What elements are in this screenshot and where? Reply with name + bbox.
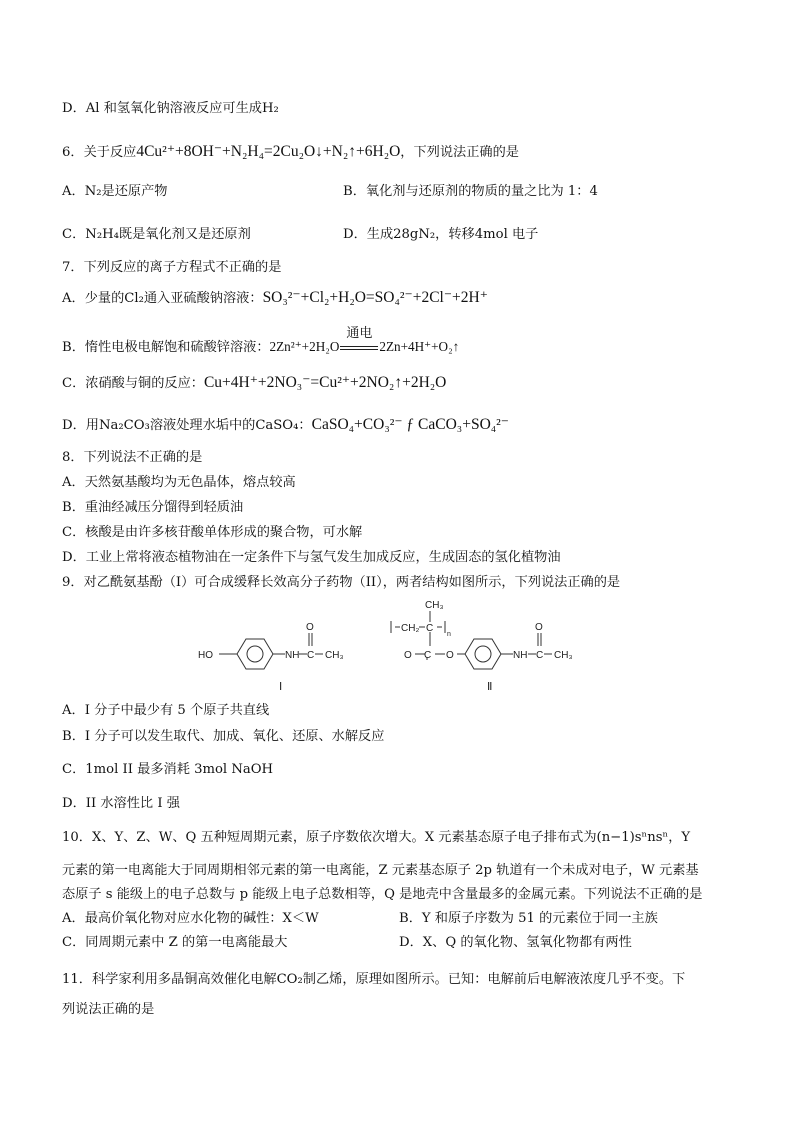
q9-option-a: A．I 分子中最少有 5 个原子共直线 bbox=[62, 703, 270, 718]
q10-option-c: C．同周期元素中 Z 的第一电离能最大 bbox=[62, 935, 288, 950]
q8-stem: 8．下列说法不正确的是 bbox=[62, 450, 203, 465]
q7-option-d-equation: CaSO₄+CO₃²⁻ ƒ CaCO₃+SO₄²⁻ bbox=[311, 416, 509, 433]
q7-option-d-prefix: D．用Na₂CO₃溶液处理水垢中的CaSO₄： bbox=[62, 418, 312, 433]
q9-fig-ch2-label: CH₂ bbox=[401, 623, 420, 634]
q10-stem-line2: 元素的第一电离能大于同周期相邻元素的第一电离能，Z 元素基态原子 2p 轨道有一个未成对电子，W 元素基 bbox=[62, 863, 699, 878]
q7-option-b-lhs: 2Zn²⁺+2H₂O bbox=[269, 339, 340, 354]
q9-fig-c-label: C bbox=[307, 650, 315, 661]
q9-option-b: B．I 分子可以发生取代、加成、氧化、还原、水解反应 bbox=[62, 729, 385, 744]
q9-option-d: D．II 水溶性比 I 强 bbox=[62, 796, 180, 811]
q9-fig-ester-c: C bbox=[424, 650, 432, 661]
q7-option-a bbox=[62, 289, 488, 308]
q9-fig-ester-o: O bbox=[446, 650, 454, 661]
q6-stem-suffix: ，下列说法正确的是 bbox=[400, 145, 519, 160]
q7-electrolysis-condition: 通电 bbox=[346, 326, 373, 341]
q7-option-c-prefix: C．浓硝酸与铜的反应： bbox=[62, 376, 204, 391]
q9-fig-c-label-2: C bbox=[536, 650, 544, 661]
q9-fig-nh-label: NH bbox=[285, 650, 300, 661]
q7-option-c-equation: Cu+4H⁺+2NO₃⁻=Cu²⁺+2NO₂↑+2H₂O bbox=[203, 374, 447, 391]
q9-fig-nh-label-2: NH bbox=[513, 650, 528, 661]
q8-option-d: D．工业上常将液态植物油在一定条件下与氢气发生加成反应，生成固态的氢化植物油 bbox=[62, 550, 561, 565]
q6-equation: 4Cu²⁺+8OH⁻+N₂H₄=2Cu₂O↓+N₂↑+6H₂O bbox=[136, 143, 401, 160]
q7-option-c bbox=[62, 374, 446, 393]
q9-fig-ch3-label: CH₃ bbox=[325, 650, 344, 661]
q9-fig-ho-label: HO bbox=[198, 650, 213, 661]
q5-option-d: D．Al 和氢氧化钠溶液反应可生成H₂ bbox=[62, 101, 279, 116]
q6-options-cd bbox=[62, 226, 742, 244]
q7-option-b-rhs: 2Zn+4H⁺+O₂↑ bbox=[379, 339, 460, 354]
q7-option-d bbox=[62, 416, 509, 435]
q10-option-a: A．最高价氧化物对应水化物的碱性：X＜W bbox=[62, 911, 319, 926]
q9-fig-n-subscript: n bbox=[447, 631, 451, 638]
q8-option-b: B．重油经减压分馏得到轻质油 bbox=[62, 500, 244, 515]
q6-option-a: A．N₂是还原产物 bbox=[62, 184, 168, 199]
q9-fig-o-label-2: O bbox=[535, 622, 543, 633]
q6-option-b: B．氧化剂与还原剂的物质的量之比为 1：4 bbox=[343, 184, 598, 199]
q10-stem-line1: 10．X、Y、Z、W、Q 五种短周期元素，原子序数依次增大。X 元素基态原子电子排布式为(n−1)sⁿnsⁿ，Y bbox=[62, 830, 691, 845]
q6-option-d: D．生成28gN₂，转移4mol 电子 bbox=[343, 227, 539, 242]
q6-stem-prefix: 6．关于反应 bbox=[62, 145, 137, 160]
q9-fig-label-one: Ⅰ bbox=[279, 681, 283, 693]
q8-option-c: C．核酸是由许多核苷酸单体形成的聚合物，可水解 bbox=[62, 525, 363, 540]
q11-stem-line1: 11．科学家利用多晶铜高效催化电解CO₂制乙烯，原理如图所示。已知：电解前后电解液浓度几乎不变。下 bbox=[62, 972, 686, 987]
q9-stem: 9．对乙酰氨基酚（I）可合成缓释长效高分子药物（II），两者结构如图所示，下列说法正确的是 bbox=[62, 575, 621, 590]
q6-options-ab bbox=[62, 183, 742, 201]
q9-fig-methyl-label: CH₃ bbox=[425, 600, 444, 611]
q6-option-c: C．N₂H₄既是氧化剂又是还原剂 bbox=[62, 227, 251, 242]
q7-stem: 7．下列反应的离子方程式不正确的是 bbox=[62, 260, 282, 275]
q10-options-ab bbox=[62, 910, 742, 928]
q9-fig-label-two: Ⅱ bbox=[487, 681, 493, 693]
q10-options-cd bbox=[62, 934, 742, 952]
q7-electrolysis-arrow bbox=[339, 326, 379, 357]
q9-structure-figure bbox=[195, 594, 605, 696]
q10-stem-line3: 态原子 s 能级上的电子总数与 p 能级上电子总数相等，Q 是地壳中含量最多的金属元素。下列说法不正确的是 bbox=[62, 887, 703, 902]
q6-stem bbox=[62, 143, 519, 162]
q11-stem-line2: 列说法正确的是 bbox=[62, 1002, 155, 1017]
q8-option-a: A．天然氨基酸均为无色晶体，熔点较高 bbox=[62, 475, 296, 490]
q9-fig-ch3-label-2: CH₃ bbox=[554, 650, 573, 661]
q7-option-a-prefix: A．少量的Cl₂通入亚硫酸钠溶液： bbox=[62, 291, 263, 306]
q7-option-a-equation: SO₃²⁻+Cl₂+H₂O=SO₄²⁻+2Cl⁻+2H⁺ bbox=[262, 289, 488, 306]
q9-fig-backbone-c: C bbox=[426, 623, 434, 634]
q7-option-b-prefix: B．惰性电极电解饱和硫酸锌溶液： bbox=[62, 340, 270, 355]
q10-option-d: D．X、Q 的氧化物、氢氧化物都有两性 bbox=[399, 935, 632, 950]
q9-fig-o-label: O bbox=[306, 622, 314, 633]
q9-option-c: C．1mol II 最多消耗 3mol NaOH bbox=[62, 762, 274, 777]
q7-option-b bbox=[62, 326, 460, 357]
q10-option-b: B．Y 和原子序数为 51 的元素位于同一主族 bbox=[399, 911, 658, 926]
q9-fig-carbonyl-o: O bbox=[404, 650, 412, 661]
